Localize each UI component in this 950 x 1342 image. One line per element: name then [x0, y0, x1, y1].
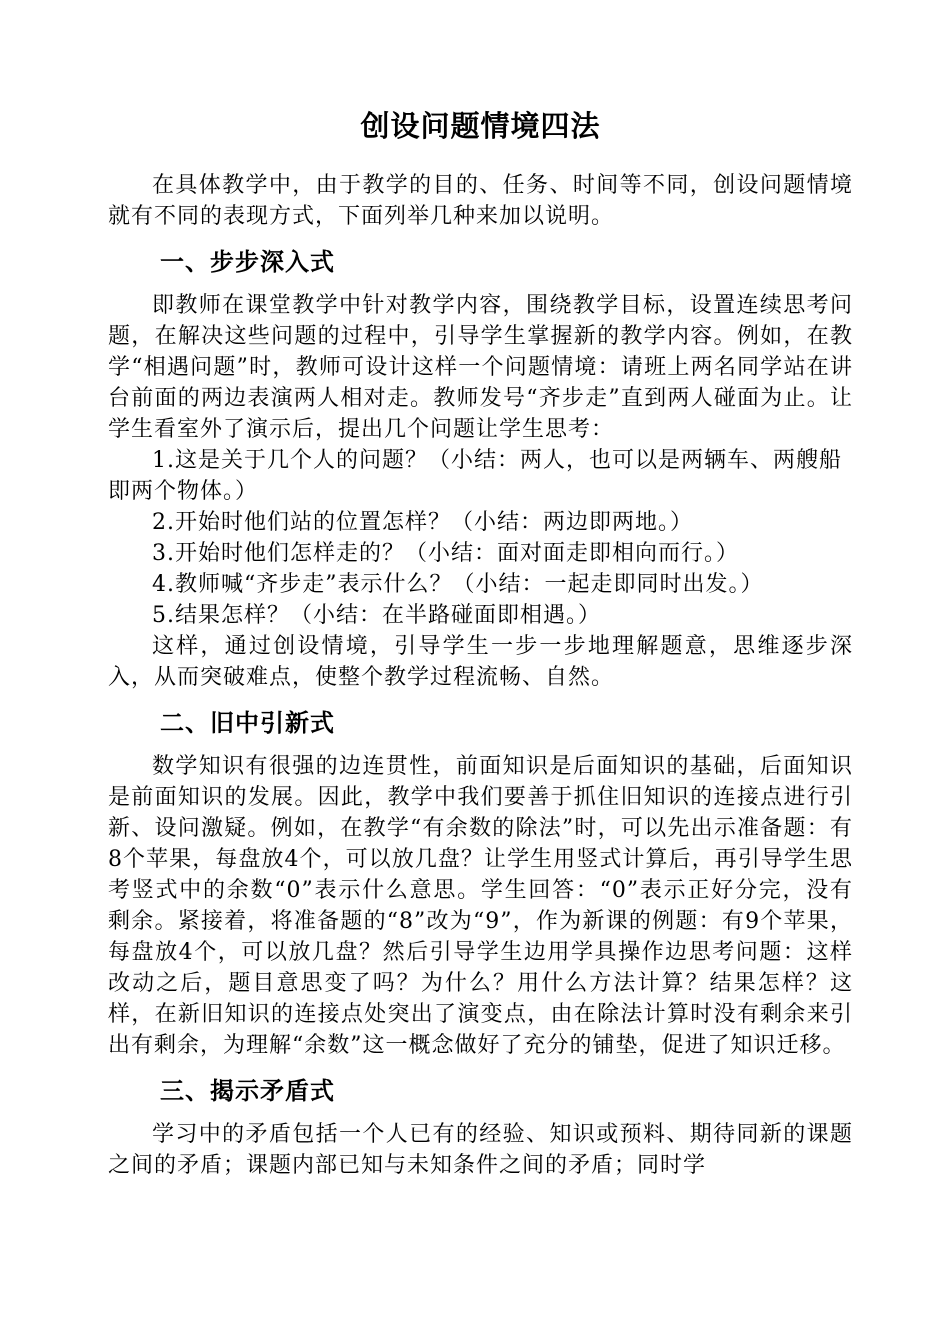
page-title: 创设问题情境四法: [360, 109, 601, 143]
list-item: 5.结果怎样？（小结：在半路碰面即相遇。）: [152, 603, 601, 628]
section-3: [108, 1075, 853, 1181]
section-heading: 二、旧中引新式: [160, 709, 335, 737]
list-item: 1.这是关于几个人的问题？（小结：两人，也可以是两辆车、两艘船即两个物体。）: [108, 448, 842, 504]
list-item: 4.教师喊“齐步走”表示什么？（小结：一起走即同时出发。）: [152, 572, 764, 597]
section-2: [108, 707, 853, 1061]
intro-paragraph: 在具体教学中，由于教学的目的、任务、时间等不同，创设问题情境就有不同的表现方式，下面列举几种来加以说明。: [108, 173, 853, 229]
section-paragraph: 数学知识有很强的边连贯性，前面知识是后面知识的基础，后面知识是前面知识的发展。因此，教学中我们要善于抓住旧知识的连接点进行引新、设问激疑。例如，在教学“有余数的除法”时，可以先出示准备题：有8个苹果，每盘放4个，可以放几盘？让学生用竖式计算后，再引导学生思考竖式中的余数“0”表示什么意思。学生回答：“0”表示正好分完，没有剩余。紧接着，将准备题的“8”改为“9”，作为新课的例题：有9个苹果，每盘放4个，可以放几盘？然后引导学生边用学具操作边思考问题：这样改动之后，题目意思变了吗？为什么？用什么方法计算？结果怎样？这样，在新旧知识的连接点处突出了演变点，由在除法计算时没有剩余来引出有剩余，为理解“余数”这一概念做好了充分的铺垫，促进了知识迁移。: [108, 754, 853, 1058]
document-page: [108, 104, 853, 1181]
section-paragraph: 这样，通过创设情境，引导学生一步一步地理解题意，思维逐步深入，从而突破难点，使整个教学过程流畅、自然。: [108, 634, 853, 690]
list-item: 2.开始时他们站的位置怎样？（小结：两边即两地。）: [152, 510, 693, 535]
section-1: [108, 246, 853, 693]
list-item: 3.开始时他们怎样走的？（小结：面对面走即相向而行。）: [152, 541, 739, 566]
section-paragraph: 学习中的矛盾包括一个人已有的经验、知识或预料、期待同新的课题之间的矛盾；课题内部已知与未知条件之间的矛盾；同时学: [108, 1122, 853, 1178]
section-heading: 一、步步深入式: [160, 248, 335, 276]
section-paragraph: 即教师在课堂教学中针对教学内容，围绕教学目标，设置连续思考问题，在解决这些问题的过程中，引导学生掌握新的教学内容。例如，在教学“相遇问题”时，教师可设计这样一个问题情境：请班上两名同学站在讲台前面的两边表演两人相对走。教师发号“齐步走”直到两人碰面为止。让学生看室外了演示后，提出几个问题让学生思考：: [108, 293, 853, 442]
section-heading: 三、揭示矛盾式: [160, 1077, 335, 1105]
